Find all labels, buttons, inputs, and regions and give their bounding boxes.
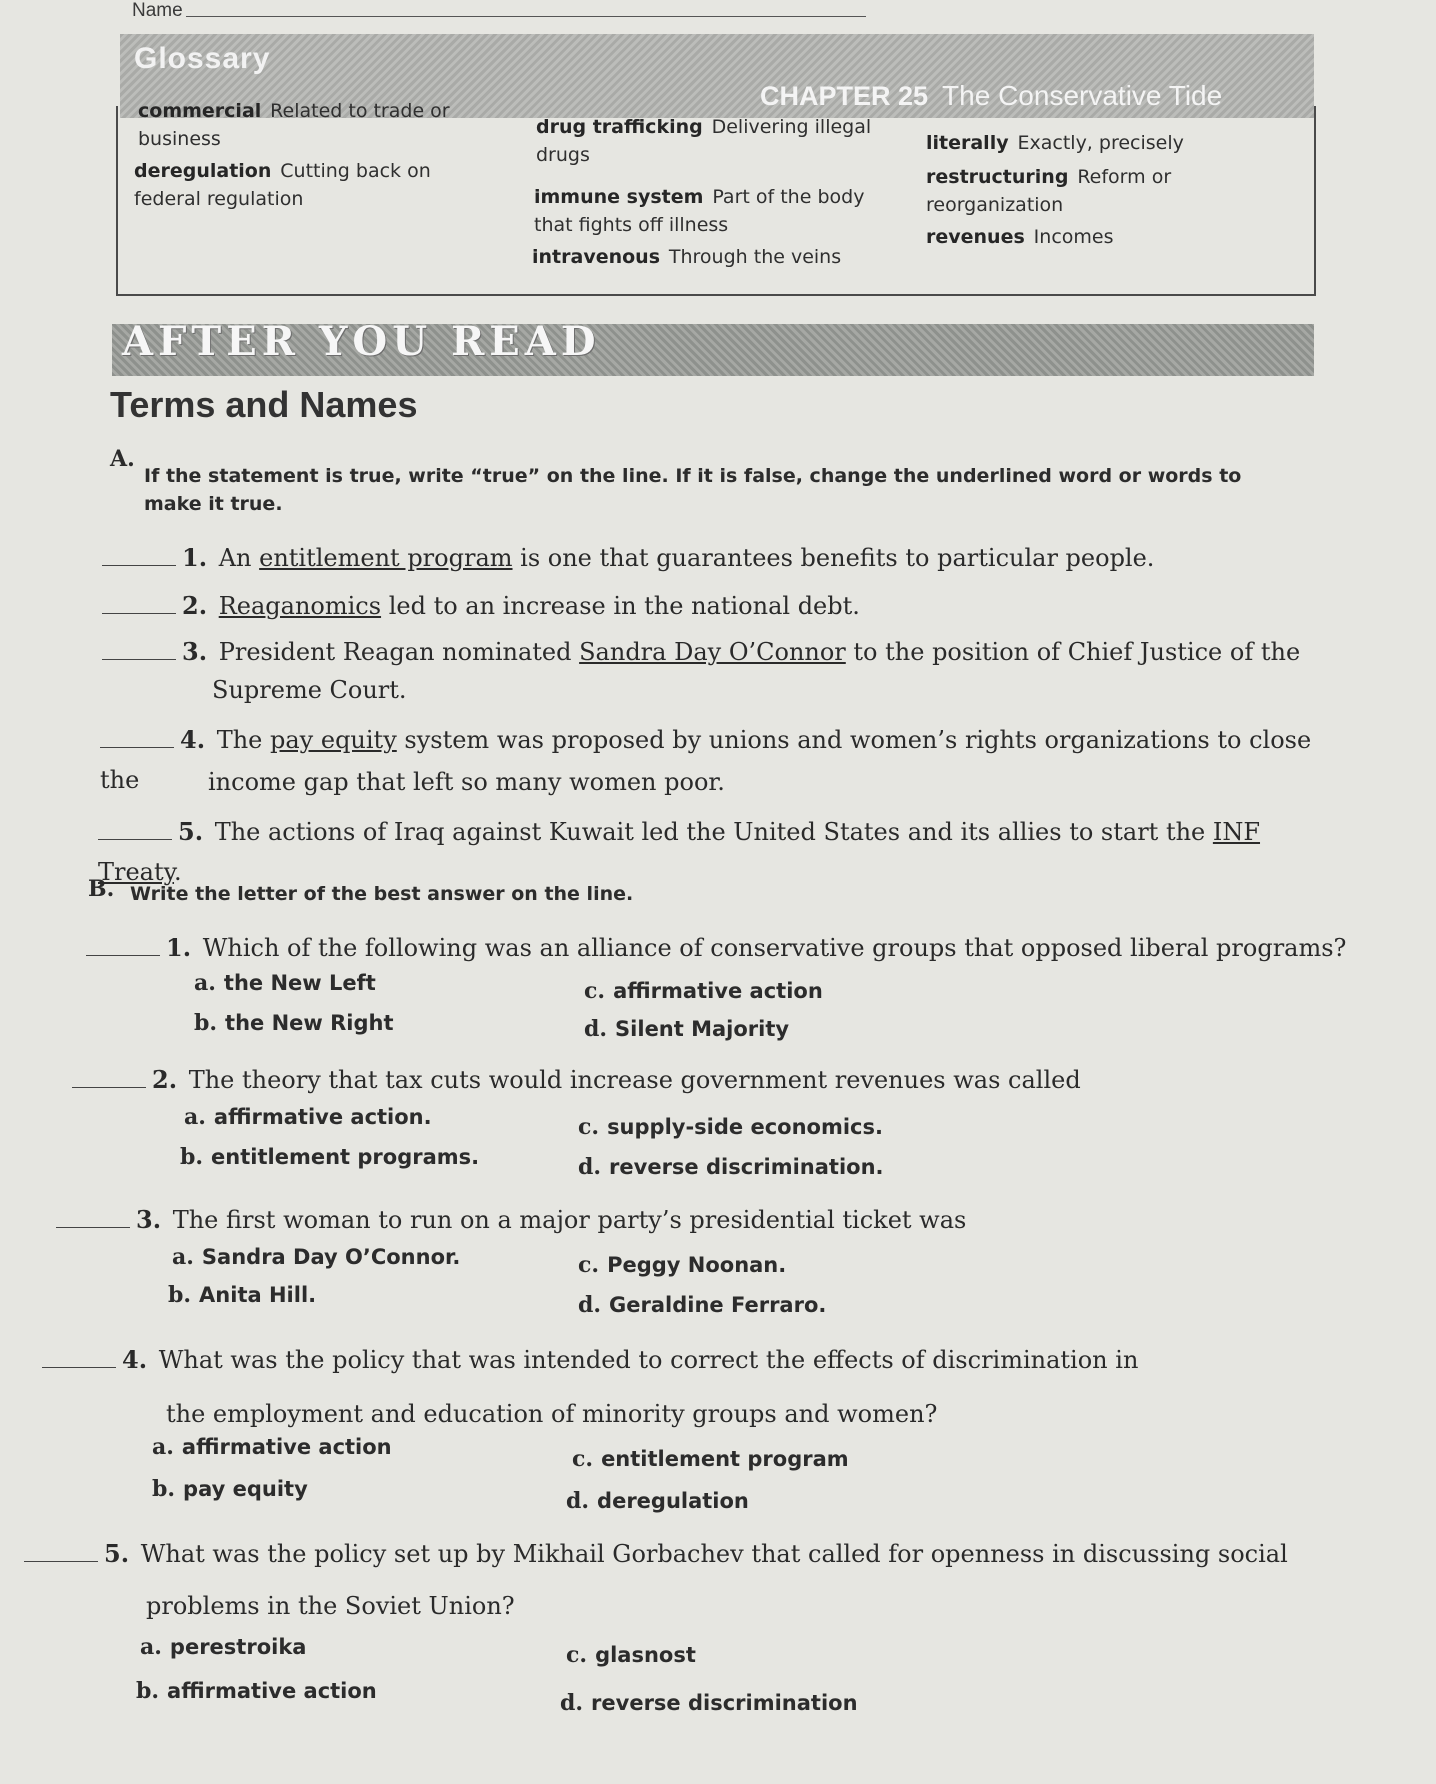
answer-option: d. Geraldine Ferraro. bbox=[578, 1292, 827, 1318]
part-a-item: 3. President Reagan nominated Sandra Day O’Connor to the position of Chief Justice of the bbox=[102, 632, 1332, 672]
part-b-question: 2. The theory that tax cuts would increase government revenues was called bbox=[72, 1060, 1372, 1100]
answer-blank[interactable] bbox=[72, 1069, 146, 1088]
glossary-entry: drug trafficking Delivering illegal drugs bbox=[536, 116, 872, 166]
part-a-letter: A. bbox=[110, 446, 135, 472]
answer-option: c. entitlement program bbox=[572, 1446, 849, 1472]
glossary-entry: literally Exactly, precisely bbox=[926, 132, 1184, 154]
answer-option: d. reverse discrimination. bbox=[578, 1154, 884, 1180]
answer-blank[interactable] bbox=[100, 729, 174, 748]
glossary-entry: immune system Part of the body that fights off illness bbox=[534, 186, 865, 236]
part-b-question: 5. What was the policy set up by Mikhail Gorbachev that called for openness in discussing social bbox=[24, 1534, 1424, 1574]
part-b-question: 4. What was the policy that was intended to correct the effects of discrimination in bbox=[42, 1340, 1342, 1380]
chapter-heading bbox=[760, 80, 1222, 112]
answer-blank[interactable] bbox=[56, 1209, 130, 1228]
glossary-title: Glossary bbox=[134, 42, 271, 75]
answer-option: a. affirmative action. bbox=[184, 1104, 432, 1130]
part-b-question-continued: the employment and education of minority groups and women? bbox=[166, 1400, 938, 1428]
part-a-item: 5. The actions of Iraq against Kuwait led the United States and its allies to start the INF Treaty. bbox=[98, 817, 1261, 886]
answer-option: c. supply-side economics. bbox=[578, 1114, 883, 1140]
part-b-question-continued: problems in the Soviet Union? bbox=[146, 1592, 515, 1620]
answer-option: c. glasnost bbox=[566, 1642, 696, 1668]
answer-option: b. the New Right bbox=[194, 1010, 394, 1036]
section-title: Terms and Names bbox=[110, 384, 418, 425]
name-line[interactable] bbox=[186, 16, 866, 17]
answer-option: a. affirmative action bbox=[152, 1434, 392, 1460]
answer-option: b. pay equity bbox=[152, 1476, 308, 1502]
answer-option: a. Sandra Day O’Connor. bbox=[172, 1244, 461, 1270]
part-a-item: 4. The pay equity system was proposed by unions and women’s rights organizations to close the bbox=[100, 725, 1312, 794]
glossary-entry: deregulation Cutting back on federal regulation bbox=[134, 160, 431, 210]
answer-option: d. Silent Majority bbox=[584, 1016, 790, 1042]
part-b-question: 1. Which of the following was an alliance of conservative groups that opposed liberal programs? bbox=[86, 928, 1426, 968]
answer-option: c. Peggy Noonan. bbox=[578, 1252, 787, 1278]
after-you-read-banner: AFTER YOU READ bbox=[122, 318, 601, 365]
answer-option: b. entitlement programs. bbox=[180, 1144, 480, 1170]
glossary-entry: revenues Incomes bbox=[926, 226, 1114, 248]
glossary-entry: commercial Related to trade or business bbox=[138, 100, 450, 150]
answer-option: a. perestroika bbox=[140, 1634, 307, 1660]
answer-blank[interactable] bbox=[86, 937, 160, 956]
glossary-entry: restructuring Reform or reorganization bbox=[926, 166, 1172, 216]
answer-blank[interactable] bbox=[42, 1349, 116, 1368]
answer-option: d. deregulation bbox=[566, 1488, 749, 1514]
chapter-label: CHAPTER 25 bbox=[760, 81, 929, 111]
part-a-item-continued: income gap that left so many women poor. bbox=[208, 768, 725, 796]
answer-option: d. reverse discrimination bbox=[560, 1690, 858, 1716]
answer-blank[interactable] bbox=[98, 821, 172, 840]
answer-blank[interactable] bbox=[102, 595, 176, 614]
part-b-question: 3. The first woman to run on a major party’s presidential ticket was bbox=[56, 1200, 1356, 1240]
name-label: Name bbox=[132, 0, 183, 21]
glossary-entry: intravenous Through the veins bbox=[532, 246, 842, 268]
answer-option: c. affirmative action bbox=[584, 978, 823, 1004]
answer-option: a. the New Left bbox=[194, 970, 376, 996]
chapter-title: The Conservative Tide bbox=[942, 80, 1223, 111]
answer-blank[interactable] bbox=[24, 1543, 98, 1562]
answer-option: b. affirmative action bbox=[136, 1678, 377, 1704]
part-b-letter: B. bbox=[88, 876, 115, 902]
answer-blank[interactable] bbox=[102, 547, 176, 566]
answer-option: b. Anita Hill. bbox=[168, 1282, 317, 1308]
part-a-instruction: If the statement is true, write “true” on the line. If it is false, change the underlined word or words to make it true. bbox=[144, 465, 1242, 515]
part-b-instruction: Write the letter of the best answer on the line. bbox=[130, 883, 634, 905]
part-a-item: 1. An entitlement program is one that guarantees benefits to particular people. bbox=[102, 538, 1332, 578]
part-a-item-continued: Supreme Court. bbox=[212, 676, 407, 704]
part-a-item: 2. Reaganomics led to an increase in the national debt. bbox=[102, 586, 1332, 626]
answer-blank[interactable] bbox=[102, 641, 176, 660]
